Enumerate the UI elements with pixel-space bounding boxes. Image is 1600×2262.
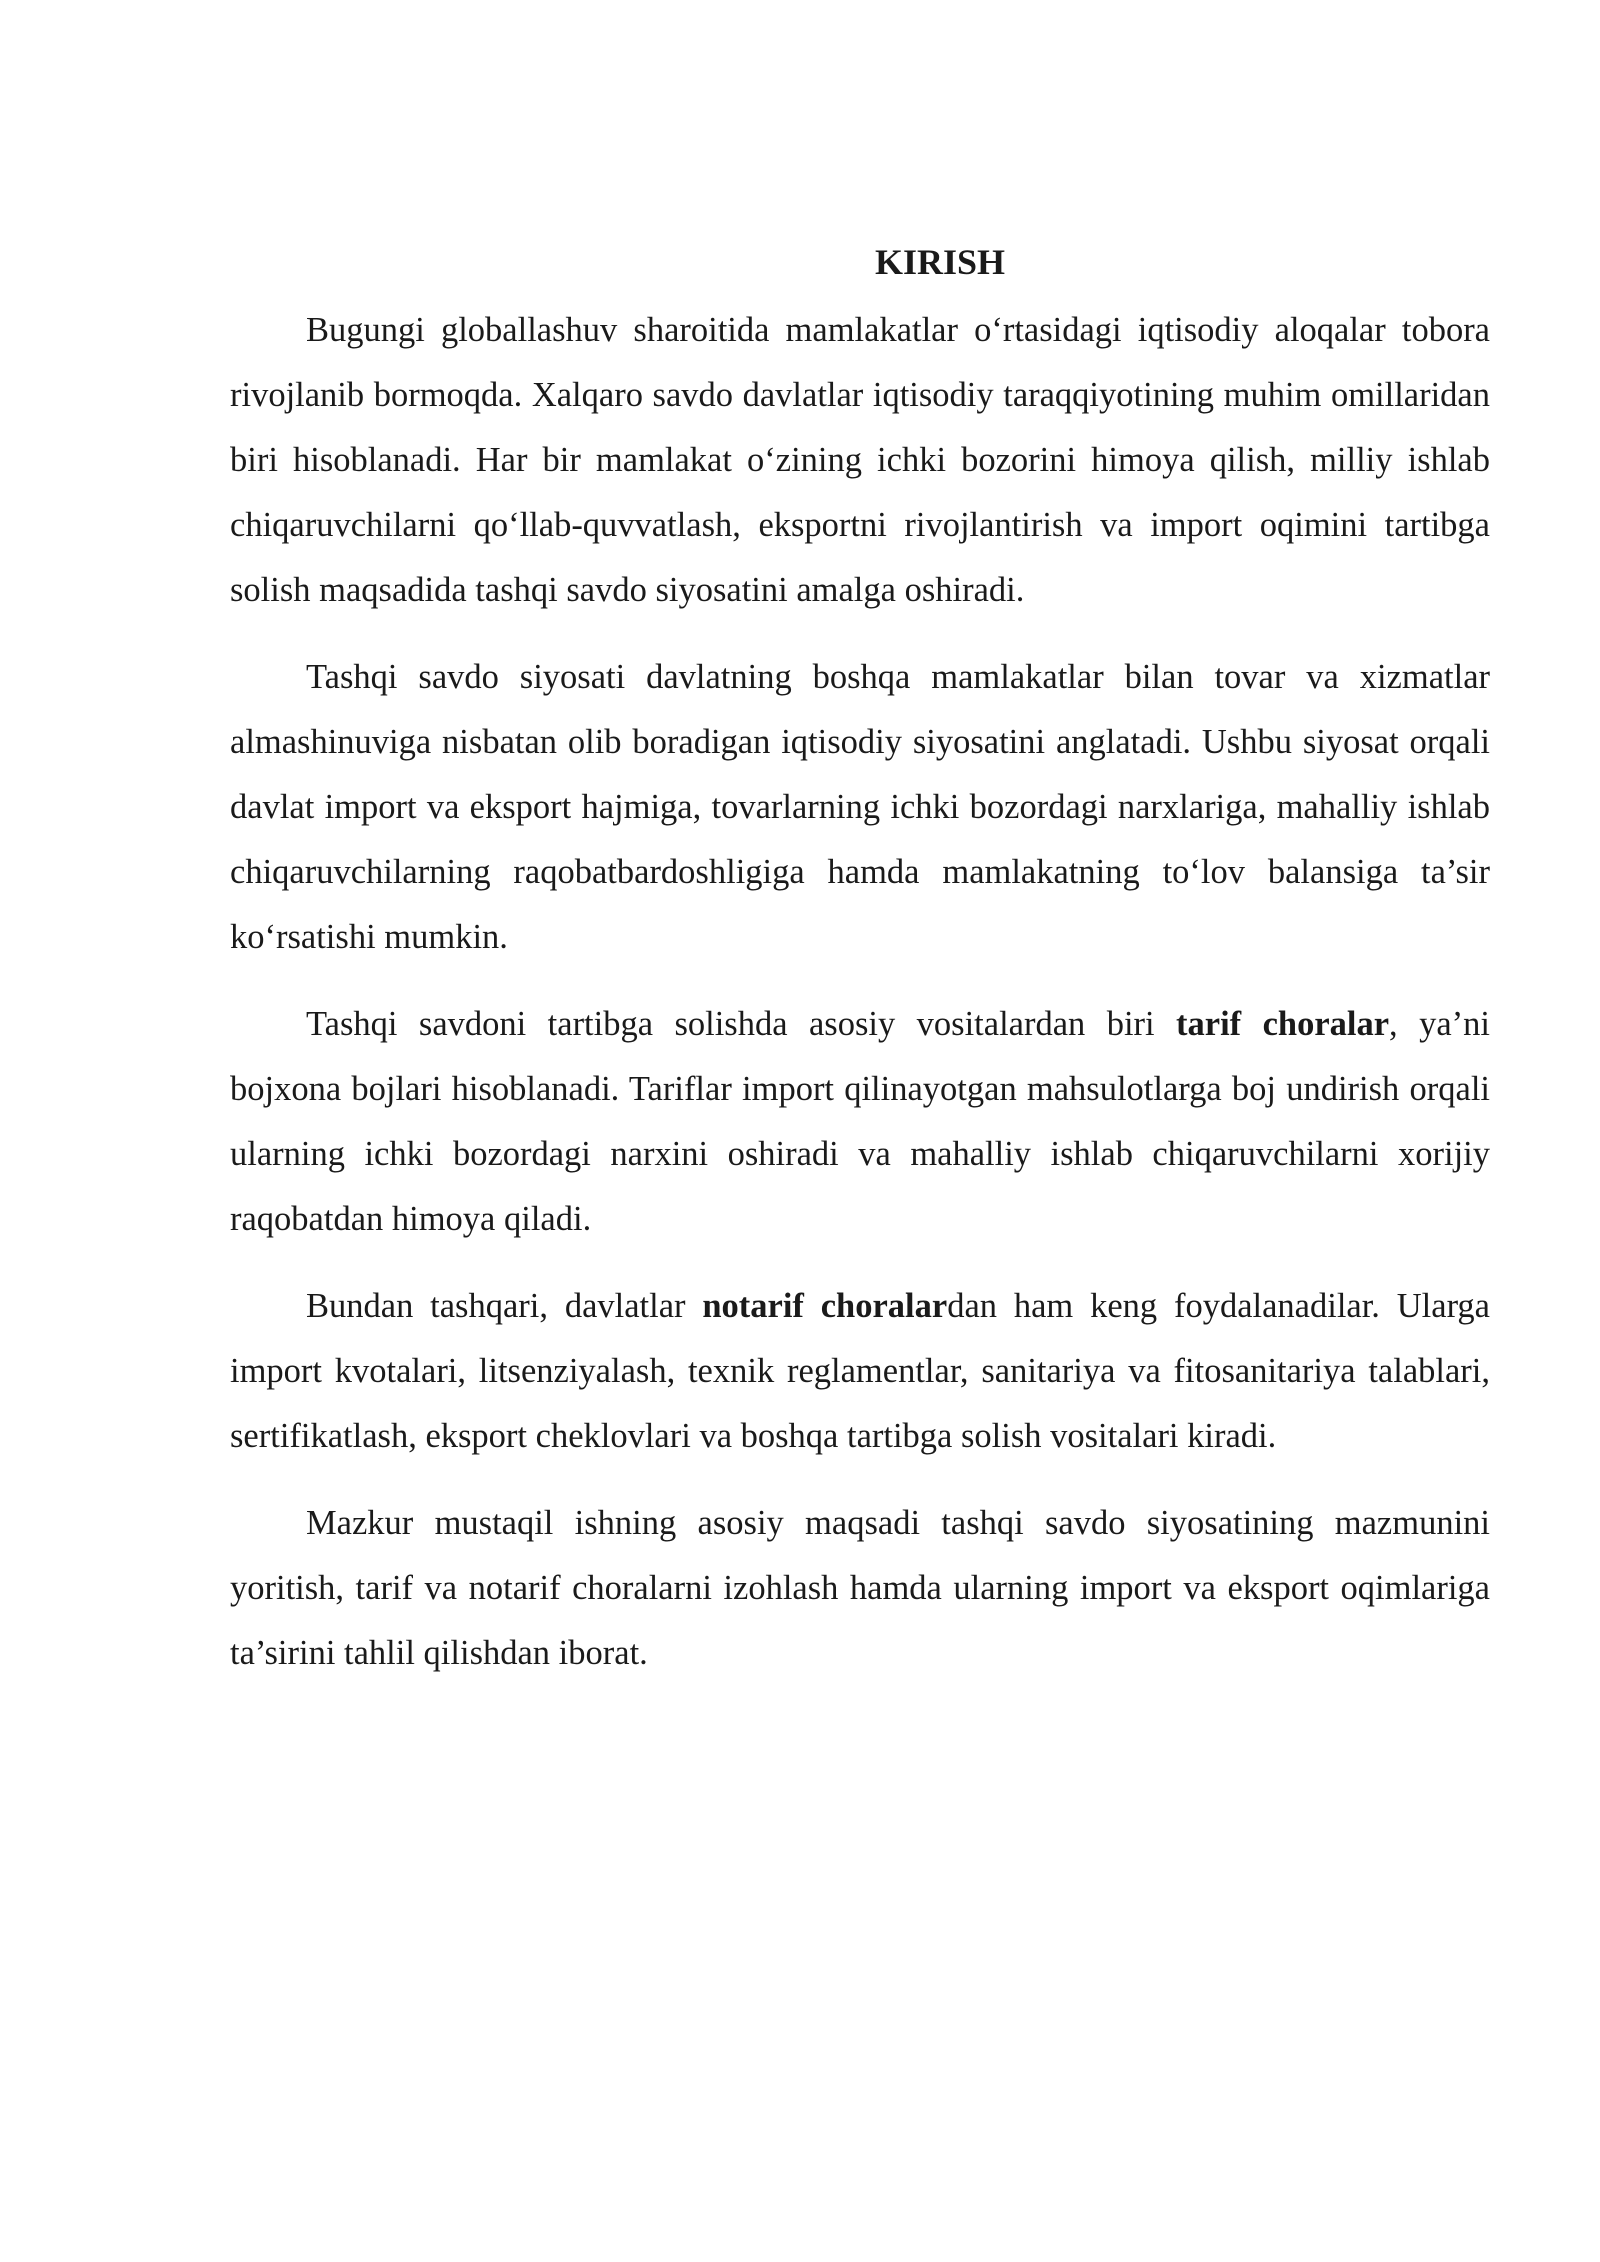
paragraph-5: Mazkur mustaqil ishning asosiy maqsadi tashqi savdo siyosatining mazmunini yoritish, tarif va notarif choralarni izohlash hamda ularning import va eksport oqimlariga ta’sirini tahlil qilishdan iborat. [230, 1504, 1490, 1672]
paragraph-4-text-after: dan ham keng foydalanadilar. Ularga import kvotalari, litsenziyalash, texnik reglamentlar, sanitariya va fitosanitariya talablari, sertifikatlash, eksport cheklovlari va boshqa tartibga solish vositalari kiradi. [230, 1287, 1490, 1455]
paragraph-3 [230, 992, 1490, 1252]
paragraph-4 [230, 1274, 1490, 1469]
paragraph-2: Tashqi savdo siyosati davlatning boshqa mamlakatlar bilan tovar va xizmatlar almashinuviga nisbatan olib boradigan iqtisodiy siyosatini anglatadi. Ushbu siyosat orqali davlat import va eksport hajmiga, tovarlarning ichki bozordagi narxlariga, mahalliy ishlab chiqaruvchilarning raqobatbardoshligiga hamda mamlakatning to‘lov balansiga ta’sir ko‘rsatishi mumkin. [230, 658, 1490, 956]
section-heading: KIRISH [874, 242, 1006, 282]
paragraph-3-text-after: , ya’ni bojxona bojlari hisoblanadi. Tariflar import qilinayotgan mahsulotlarga boj undirish orqali ularning ichki bozordagi narxini oshiradi va mahalliy ishlab chiqaruvchilarni xorijiy raqobatdan himoya qiladi. [230, 1005, 1490, 1238]
paragraph-4-bold-term: notarif choralar [702, 1287, 948, 1325]
paragraph-4-text-before: Bundan tashqari, davlatlar [306, 1287, 703, 1325]
paragraph-3-bold-term: tarif choralar [1176, 1005, 1390, 1043]
document-page [230, 240, 1490, 1708]
paragraph-3-text-before: Tashqi savdoni tartibga solishda asosiy vositalardan biri [306, 1005, 1177, 1043]
paragraph-1: Bugungi globallashuv sharoitida mamlakatlar o‘rtasidagi iqtisodiy aloqalar tobora rivojlanib bormoqda. Xalqaro savdo davlatlar iqtisodiy taraqqiyotining muhim omillaridan biri hisoblanadi. Har bir mamlakat o‘zining ichki bozorini himoya qilish, milliy ishlab chiqaruvchilarni qo‘llab-quvvatlash, eksportni rivojlantirish va import oqimini tartibga solish maqsadida tashqi savdo siyosatini amalga oshiradi. [230, 311, 1490, 609]
